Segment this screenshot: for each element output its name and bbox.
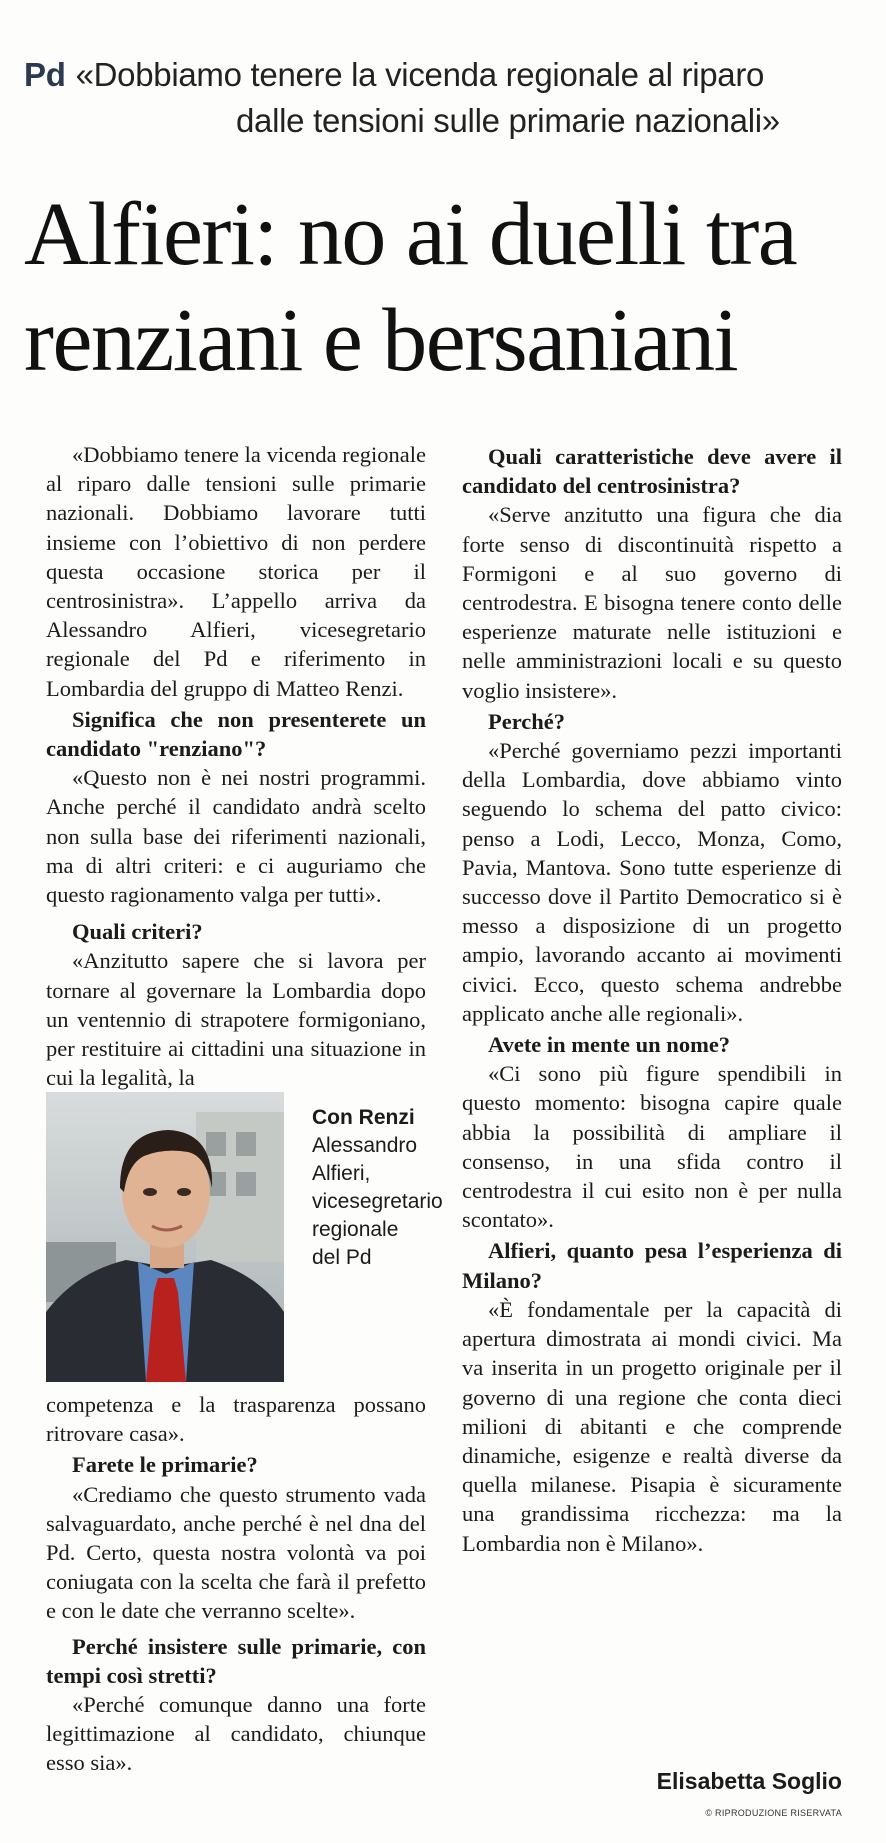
kicker-line-2: dalle tensioni sulle primarie nazionali»	[236, 102, 780, 139]
intro-paragraph: «Dobbiamo tenere la vicenda regionale al riparo dalle tensioni sulle primarie nazionali. Dobbiamo lavorare tutti insieme con l’obiettivo di non perdere questa occasione storica per il centrosinistra». L’appello arriva da Alessandro Alfieri, vicesegretario regionale del Pd e riferimento in Lombardia del gruppo di Matteo Renzi.	[46, 442, 426, 701]
answer-1: «Questo non è nei nostri programmi. Anche perché il candidato andrà scelto non sulla base dei riferimenti nazionali, ma di altri criteri: e ci auguriamo che questo ragionamento valga per tutti».	[46, 765, 426, 908]
column-right	[462, 440, 842, 1558]
question-2: Quali criteri?	[72, 919, 203, 945]
headline-line-2: renziani e bersaniani	[24, 291, 738, 390]
answer-3: «Crediamo che questo strumento vada salvaguardato, anche perché è nel dna del Pd. Certo, questa nostra volontà va poi coniugata con la scelta che farà il prefetto e con le date che verranno scelte».	[46, 1481, 426, 1624]
kicker-line-1: «Dobbiamo tenere la vicenda regionale al riparo	[75, 56, 765, 93]
byline: Elisabetta Soglio	[656, 1768, 842, 1794]
column-left-top	[46, 440, 426, 1092]
question-8: Alfieri, quanto pesa l’esperienza di Milano?	[462, 1238, 842, 1293]
answer-2: «Anzitutto sapere che si lavora per tornare al governare la Lombardia dopo un ventennio di strapotere formigoniano, per restituire ai cittadini una situazione in cui la legalità, la	[46, 948, 426, 1091]
portrait-photo	[46, 1092, 284, 1382]
question-7: Avete in mente un nome?	[488, 1032, 731, 1058]
question-4: Perché insistere sulle primarie, con tempi così stretti?	[46, 1633, 426, 1688]
headline-line-1: Alfieri: no ai duelli tra	[24, 185, 797, 284]
caption-text: Alessandro Alfieri, vicesegretario regionale del Pd	[312, 1134, 443, 1269]
question-3: Farete le primarie?	[72, 1452, 258, 1478]
caption-title: Con Renzi	[312, 1106, 415, 1129]
portrait-illustration	[46, 1092, 284, 1382]
answer-8: «È fondamentale per la capacità di apertura dimostrata ai mondi civici. Ma va inserita in un progetto originale per il governo di una regione che conta dieci milioni di abitanti e che comprende dinamiche, esigenze e realtà diverse da quella milanese. Pisapia è sicuramente una grandissima ricchezza: ma la Lombardia non è Milano».	[462, 1296, 842, 1556]
headline	[24, 182, 874, 394]
answer-7: «Ci sono più figure spendibili in questo momento: bisogna capire quale abbia la possibilità di ampliare il consenso, in una sfida contro il centrodestra il cui esito non è per nulla scontato».	[462, 1061, 842, 1233]
section-tag: Pd	[24, 56, 66, 93]
question-6: Perché?	[488, 708, 566, 734]
copyright-notice: © RIPRODUZIONE RISERVATA	[705, 1808, 842, 1818]
answer-4: «Perché comunque danno una forte legittimazione al candidato, chiunque esso sia».	[46, 1692, 426, 1776]
answer-6: «Perché governiamo pezzi importanti della Lombardia, dove abbiamo vinto seguendo lo schema del patto civico: penso a Lodi, Lecco, Monza, Como, Pavia, Mantova. Sono tutte esperienze di successo dove il Partito Democratico si è messo a disposizione di un progetto ampio, lavorando accanto ai movimenti civici. Ecco, questo schema andrebbe applicato anche alle regionali».	[462, 738, 842, 1026]
question-5: Quali caratteristiche deve avere il candidato del centrosinistra?	[462, 444, 842, 499]
answer-2-continued: competenza e la trasparenza possano ritrovare casa».	[46, 1392, 426, 1447]
column-left-bottom	[46, 1390, 426, 1778]
kicker	[24, 52, 864, 144]
photo-caption	[312, 1104, 443, 1272]
answer-5: «Serve anzitutto una figura che dia forte senso di discontinuità rispetto a Formigoni e al suo governo di centrodestra. E bisogna tenere conto delle esperienze maturate nelle istituzioni e nelle amministrazioni locali e su questo voglio insistere».	[462, 502, 842, 703]
question-1: Significa che non presenterete un candidato "renziano"?	[46, 706, 426, 762]
